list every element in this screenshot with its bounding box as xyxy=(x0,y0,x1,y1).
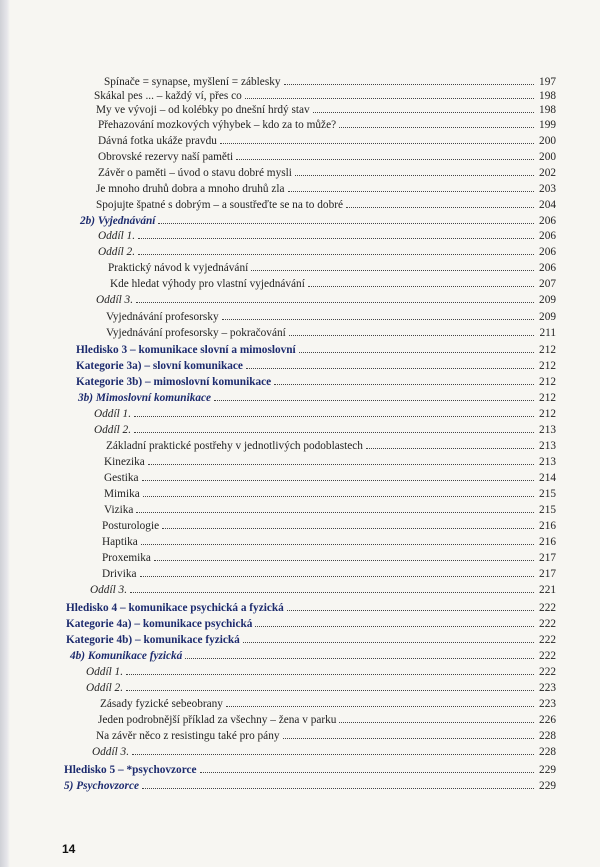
toc-entry-title: Základní praktické postřehy v jednotlivých podoblastech xyxy=(106,440,363,452)
toc-entry xyxy=(0,325,560,341)
toc-entry xyxy=(0,260,560,276)
toc-entry xyxy=(0,534,560,550)
toc-entry-title: 5) Psychovzorce xyxy=(64,780,139,792)
toc-entry-page: 213 xyxy=(539,424,556,436)
dot-leader xyxy=(143,496,534,497)
toc-entry-page: 216 xyxy=(539,536,556,548)
toc-entry-page: 211 xyxy=(539,327,556,339)
dot-leader xyxy=(284,84,534,85)
toc-entry-title: Přehazování mozkových výhybek – kdo za to může? xyxy=(98,119,337,131)
toc-entry-title: Oddíl 1. xyxy=(94,408,132,420)
dot-leader xyxy=(226,706,534,707)
toc-entry-title: My ve vývoji – od kolébky po dnešní hrdý stav xyxy=(96,104,310,116)
dot-leader xyxy=(200,772,534,773)
toc-entry-page: 206 xyxy=(539,262,556,274)
toc-entry-title: Hledisko 3 – komunikace slovní a mimoslovní xyxy=(76,344,296,356)
toc-entry-page: 226 xyxy=(539,714,556,726)
dot-leader xyxy=(283,738,534,739)
toc-entry-title: Oddíl 2. xyxy=(86,682,124,694)
toc-entry xyxy=(0,762,560,778)
toc-entry-title: Oddíl 1. xyxy=(98,230,136,242)
dot-leader xyxy=(274,384,534,385)
toc-entry-title: Hledisko 4 – komunikace psychická a fyzická xyxy=(66,602,284,614)
dot-leader xyxy=(246,368,534,369)
toc-entry xyxy=(0,566,560,582)
toc-entry xyxy=(0,374,560,390)
dot-leader xyxy=(158,223,534,224)
dot-leader xyxy=(289,335,534,336)
toc-entry-title: 4b) Komunikace fyzická xyxy=(70,650,183,662)
toc-entry xyxy=(0,276,560,292)
dot-leader xyxy=(162,528,534,529)
toc-entry-title: Vyjednávání profesorsky – pokračování xyxy=(106,327,286,339)
toc-entry xyxy=(0,680,560,696)
dot-leader xyxy=(142,480,534,481)
dot-leader xyxy=(148,464,534,465)
toc-entry-title: Obrovské rezervy naší paměti xyxy=(98,151,234,163)
toc-entry xyxy=(0,616,560,632)
toc-entry-page: 222 xyxy=(539,602,556,614)
toc-entry xyxy=(0,358,560,374)
toc-entry xyxy=(0,632,560,648)
toc-entry xyxy=(0,744,560,760)
toc-entry xyxy=(0,228,560,244)
toc-entry-page: 213 xyxy=(539,440,556,452)
toc-entry-title: Oddíl 1. xyxy=(86,666,124,678)
dot-leader xyxy=(288,191,534,192)
dot-leader xyxy=(251,270,534,271)
toc-entry-page: 223 xyxy=(539,682,556,694)
dot-leader xyxy=(126,690,534,691)
toc-entry-title: Skákal pes ... – každý ví, přes co xyxy=(94,90,242,102)
toc-entry xyxy=(0,181,560,197)
toc-entry-title: Vizika xyxy=(104,504,134,516)
toc-entry-page: 199 xyxy=(539,119,556,131)
toc-entry-page: 222 xyxy=(539,618,556,630)
toc-entry-page: 222 xyxy=(539,634,556,646)
toc-entry-title: Je mnoho druhů dobra a mnoho druhů zla xyxy=(96,183,285,195)
toc-entry-title: Zásady fyzické sebeobrany xyxy=(100,698,223,710)
dot-leader xyxy=(136,302,534,303)
toc-entry-title: Mimika xyxy=(104,488,140,500)
toc-entry xyxy=(0,197,560,213)
toc-entry xyxy=(0,213,560,229)
toc-entry-title: Spínače = synapse, myšlení = záblesky xyxy=(104,76,281,88)
dot-leader xyxy=(136,512,534,513)
dot-leader xyxy=(138,238,534,239)
toc-entry-page: 197 xyxy=(539,76,556,88)
dot-leader xyxy=(287,610,534,611)
toc-entry-page: 212 xyxy=(539,344,556,356)
toc-entry xyxy=(0,502,560,518)
toc-entry-page: 217 xyxy=(539,552,556,564)
dot-leader xyxy=(134,432,534,433)
toc-entry xyxy=(0,486,560,502)
toc-entry-page: 202 xyxy=(539,167,556,179)
toc-entry-page: 222 xyxy=(539,666,556,678)
dot-leader xyxy=(142,788,534,789)
toc-entry-title: Kinezika xyxy=(104,456,145,468)
toc-entry-page: 206 xyxy=(539,246,556,258)
toc-entry xyxy=(0,292,560,308)
toc-entry xyxy=(0,133,560,149)
toc-entry-title: Hledisko 5 – *psychovzorce xyxy=(64,764,197,776)
toc-entry-title: Oddíl 2. xyxy=(98,246,136,258)
toc-entry-title: Drivika xyxy=(102,568,137,580)
page-number: 14 xyxy=(62,842,76,856)
toc-entry-title: Dávná fotka ukáže pravdu xyxy=(98,135,217,147)
toc-entry-page: 214 xyxy=(539,472,556,484)
dot-leader xyxy=(255,626,534,627)
toc-entry xyxy=(0,244,560,260)
dot-leader xyxy=(222,319,534,320)
toc-entry xyxy=(0,422,560,438)
toc-entry xyxy=(0,550,560,566)
toc-entry-title: 3b) Mimoslovní komunikace xyxy=(78,392,212,404)
toc-entry-page: 228 xyxy=(539,746,556,758)
dot-leader xyxy=(214,400,534,401)
toc-entry-title: Oddíl 3. xyxy=(96,294,134,306)
toc-entry-page: 217 xyxy=(539,568,556,580)
toc-entry-page: 198 xyxy=(539,90,556,102)
toc-entry-title: Kategorie 4b) – komunikace fyzická xyxy=(66,634,240,646)
toc-entry-page: 222 xyxy=(539,650,556,662)
toc-entry-page: 221 xyxy=(539,584,556,596)
toc-entry-title: Spojujte špatné s dobrým – a soustřeďte se na to dobré xyxy=(96,199,344,211)
toc-entry xyxy=(0,728,560,744)
dot-leader xyxy=(339,127,534,128)
dot-leader xyxy=(313,112,534,113)
toc-entry-page: 223 xyxy=(539,698,556,710)
toc-entry xyxy=(0,454,560,470)
dot-leader xyxy=(366,448,534,449)
dot-leader xyxy=(130,592,534,593)
toc-entry xyxy=(0,117,560,133)
toc-entry-title: Praktický návod k vyjednávání xyxy=(108,262,249,274)
toc-entry xyxy=(0,712,560,728)
dot-leader xyxy=(185,658,534,659)
toc-entry-page: 200 xyxy=(539,135,556,147)
dot-leader xyxy=(346,207,534,208)
toc-entry-title: Haptika xyxy=(102,536,138,548)
toc-entry-page: 206 xyxy=(539,230,556,242)
dot-leader xyxy=(132,754,534,755)
dot-leader xyxy=(308,286,534,287)
toc-entry-page: 209 xyxy=(539,294,556,306)
toc-entry xyxy=(0,696,560,712)
toc-entry-page: 207 xyxy=(539,278,556,290)
toc-entry-title: Závěr o paměti – úvod o stavu dobré mysli xyxy=(98,167,292,179)
toc-entry-page: 204 xyxy=(539,199,556,211)
toc-entry-page: 216 xyxy=(539,520,556,532)
dot-leader xyxy=(243,642,534,643)
toc-entry xyxy=(0,600,560,616)
dot-leader xyxy=(134,416,534,417)
dot-leader xyxy=(138,254,534,255)
toc-entry-page: 215 xyxy=(539,504,556,516)
toc-entry-title: Kategorie 4a) – komunikace psychická xyxy=(66,618,253,630)
toc-entry xyxy=(0,309,560,325)
dot-leader xyxy=(126,674,534,675)
toc-entry-title: Proxemika xyxy=(102,552,151,564)
toc-entry-title: Gestika xyxy=(104,472,139,484)
toc-entry xyxy=(0,406,560,422)
toc-entry-page: 209 xyxy=(539,311,556,323)
toc-entry-title: Kategorie 3a) – slovní komunikace xyxy=(76,360,243,372)
toc-entry-page: 213 xyxy=(539,456,556,468)
toc-entry-page: 212 xyxy=(539,408,556,420)
toc-entry xyxy=(0,778,560,794)
toc-entry xyxy=(0,664,560,680)
toc-entry-page: 212 xyxy=(539,392,556,404)
toc-entry xyxy=(0,648,560,664)
toc-entry-title: Na závěr něco z resistingu také pro pány xyxy=(96,730,280,742)
toc-entry xyxy=(0,390,560,406)
toc-entry xyxy=(0,518,560,534)
toc-entry-page: 229 xyxy=(539,780,556,792)
toc-entry-title: Kde hledat výhody pro vlastní vyjednávání xyxy=(110,278,305,290)
dot-leader xyxy=(295,175,534,176)
toc-entry-title: Oddíl 3. xyxy=(92,746,130,758)
toc-entry-title: Kategorie 3b) – mimoslovní komunikace xyxy=(76,376,272,388)
toc-entry xyxy=(0,470,560,486)
toc-entry-page: 203 xyxy=(539,183,556,195)
toc-entry xyxy=(0,342,560,358)
toc-entry-title: Jeden podrobnější příklad za všechny – žena v parku xyxy=(98,714,337,726)
toc-entry-page: 212 xyxy=(539,360,556,372)
dot-leader xyxy=(236,159,534,160)
toc-entry-title: Oddíl 3. xyxy=(90,584,128,596)
toc-entry xyxy=(0,102,560,118)
toc-entry-title: Oddíl 2. xyxy=(94,424,132,436)
toc-entry-page: 228 xyxy=(539,730,556,742)
toc-entry-page: 198 xyxy=(539,104,556,116)
toc-entry xyxy=(0,438,560,454)
toc-entry xyxy=(0,149,560,165)
toc-entry-title: 2b) Vyjednávání xyxy=(80,215,156,227)
toc-entry xyxy=(0,165,560,181)
toc-entry-page: 215 xyxy=(539,488,556,500)
toc-entry-title: Posturologie xyxy=(102,520,160,532)
dot-leader xyxy=(339,722,534,723)
dot-leader xyxy=(141,544,534,545)
dot-leader xyxy=(140,576,534,577)
toc-entry-page: 206 xyxy=(539,215,556,227)
dot-leader xyxy=(154,560,534,561)
toc-entry-title: Vyjednávání profesorsky xyxy=(106,311,219,323)
dot-leader xyxy=(220,143,534,144)
dot-leader xyxy=(245,98,534,99)
toc-entry-page: 229 xyxy=(539,764,556,776)
toc-entry-page: 200 xyxy=(539,151,556,163)
dot-leader xyxy=(299,352,534,353)
toc-entry-page: 212 xyxy=(539,376,556,388)
toc-entry xyxy=(0,582,560,598)
